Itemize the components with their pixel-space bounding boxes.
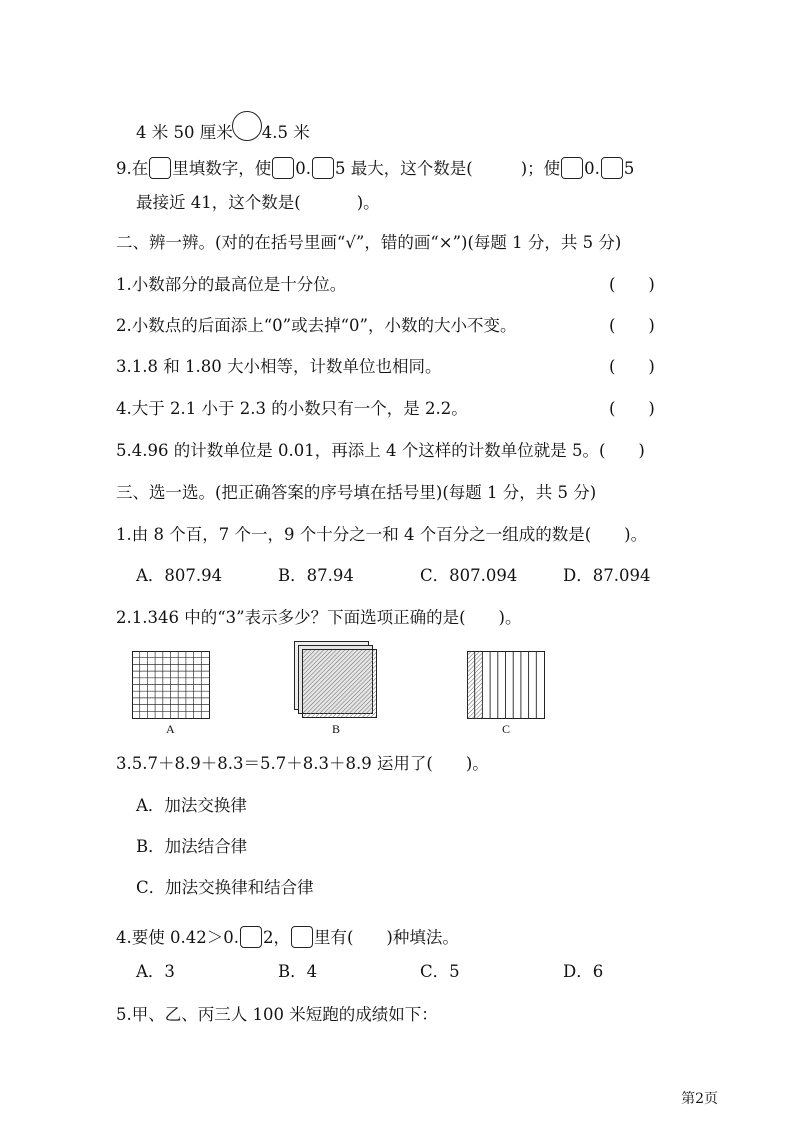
s3-q4-option-d[interactable]: D．6 <box>563 962 604 981</box>
s3-q4-option-c[interactable]: C．5 <box>420 962 460 981</box>
s3-q1-option-a[interactable]: A．807.94 <box>136 566 223 585</box>
s3-q1-option-b[interactable]: B．87.94 <box>278 566 354 585</box>
q9-d2: 0. <box>584 159 600 178</box>
s3-q4-tail: 里有( )种填法。 <box>313 928 459 947</box>
digit-box-blank[interactable] <box>312 157 334 179</box>
q9-line2 <box>136 192 380 214</box>
digit-box-blank[interactable] <box>601 157 623 179</box>
q9-prefix: 9.在 <box>116 159 149 178</box>
q9-line1 <box>116 157 634 180</box>
s3-q3-option-a[interactable]: A．加法交换律 <box>136 796 247 815</box>
s3-q4-mid: 2， <box>262 928 290 947</box>
figure-a-hundred-grid[interactable] <box>132 651 210 719</box>
s3-q2: 2.1.346 中的“3”表示多少？下面选项正确的是( )。 <box>116 608 522 627</box>
s2-paren-2[interactable]: ( ) <box>609 316 655 335</box>
q8-right: 4.5 米 <box>261 123 310 142</box>
digit-box-blank[interactable] <box>272 157 294 179</box>
s2-item-3: 3.1.8 和 1.80 大小相等，计数单位也相同。 <box>116 357 442 376</box>
compare-circle-blank[interactable] <box>232 111 262 141</box>
s3-q3-option-c[interactable]: C．加法交换律和结合律 <box>136 878 314 897</box>
digit-box-blank[interactable] <box>561 157 583 179</box>
s2-item-4: 4.大于 2.1 小于 2.3 的小数只有一个，是 2.2。 <box>116 399 468 418</box>
q9-tail2: 5 <box>623 159 635 178</box>
section2-title: 二、辨一辨。(对的在括号里画“√”，错的画“×”)(每题 1 分，共 5 分) <box>116 233 622 252</box>
figure-a-label: A <box>166 722 175 736</box>
s2-item-2: 2.小数点的后面添上“0”或去掉“0”，小数的大小不变。 <box>116 316 517 335</box>
s2-item-5-text: 5.4.96 的计数单位是 0.01，再添上 4 个这样的计数单位就是 5。 <box>116 441 599 460</box>
s3-q1-option-c[interactable]: C．807.094 <box>420 566 518 585</box>
s2-paren-3[interactable]: ( ) <box>609 357 655 376</box>
figure-c-label: C <box>502 722 511 736</box>
digit-box-blank[interactable] <box>240 926 262 948</box>
q9-line2-text: 最接近 41，这个数是( <box>136 193 301 212</box>
digit-box-blank[interactable] <box>149 157 171 179</box>
q8-compare-line <box>136 111 310 144</box>
figure-b-stacked-squares[interactable] <box>294 641 382 723</box>
s3-q4 <box>116 926 459 949</box>
s3-q1-option-d[interactable]: D．87.094 <box>563 566 651 585</box>
q9-mid2: )；使 <box>520 159 561 178</box>
s3-q1: 1.由 8 个百，7 个一，9 个十分之一和 4 个百分之一组成的数是( )。 <box>116 525 648 544</box>
s3-q4-option-a[interactable]: A．3 <box>136 962 175 981</box>
s2-paren-4[interactable]: ( ) <box>609 399 655 418</box>
s2-paren-5[interactable]: ( ) <box>598 441 645 460</box>
s2-item-1: 1.小数部分的最高位是十分位。 <box>116 275 347 294</box>
s3-q3: 3.5.7＋8.9＋8.3＝5.7＋8.3＋8.9 运用了( )。 <box>116 754 489 773</box>
figure-c-tenths-strips[interactable] <box>467 651 545 719</box>
s3-q3-option-b[interactable]: B．加法结合律 <box>136 837 248 856</box>
q9-d1: 0. <box>295 159 311 178</box>
q9-tail1: 5 最大，这个数是( <box>335 159 473 178</box>
q9-line2-end: )。 <box>356 193 380 212</box>
figure-b-label: B <box>332 722 341 736</box>
q8-left: 4 米 50 厘米 <box>136 123 233 142</box>
s3-q4-option-b[interactable]: B．4 <box>278 962 318 981</box>
page-number: 第2页 <box>681 1091 718 1107</box>
s3-q4-prefix: 4.要使 0.42＞0. <box>116 928 239 947</box>
s2-item-5 <box>116 440 645 462</box>
q9-mid1: 里填数字，使 <box>172 159 272 178</box>
s3-q5: 5.甲、乙、丙三人 100 米短跑的成绩如下： <box>116 1005 438 1024</box>
digit-box-blank[interactable] <box>291 926 313 948</box>
section3-title: 三、选一选。(把正确答案的序号填在括号里)(每题 1 分，共 5 分) <box>116 483 597 502</box>
s2-paren-1[interactable]: ( ) <box>609 275 655 294</box>
